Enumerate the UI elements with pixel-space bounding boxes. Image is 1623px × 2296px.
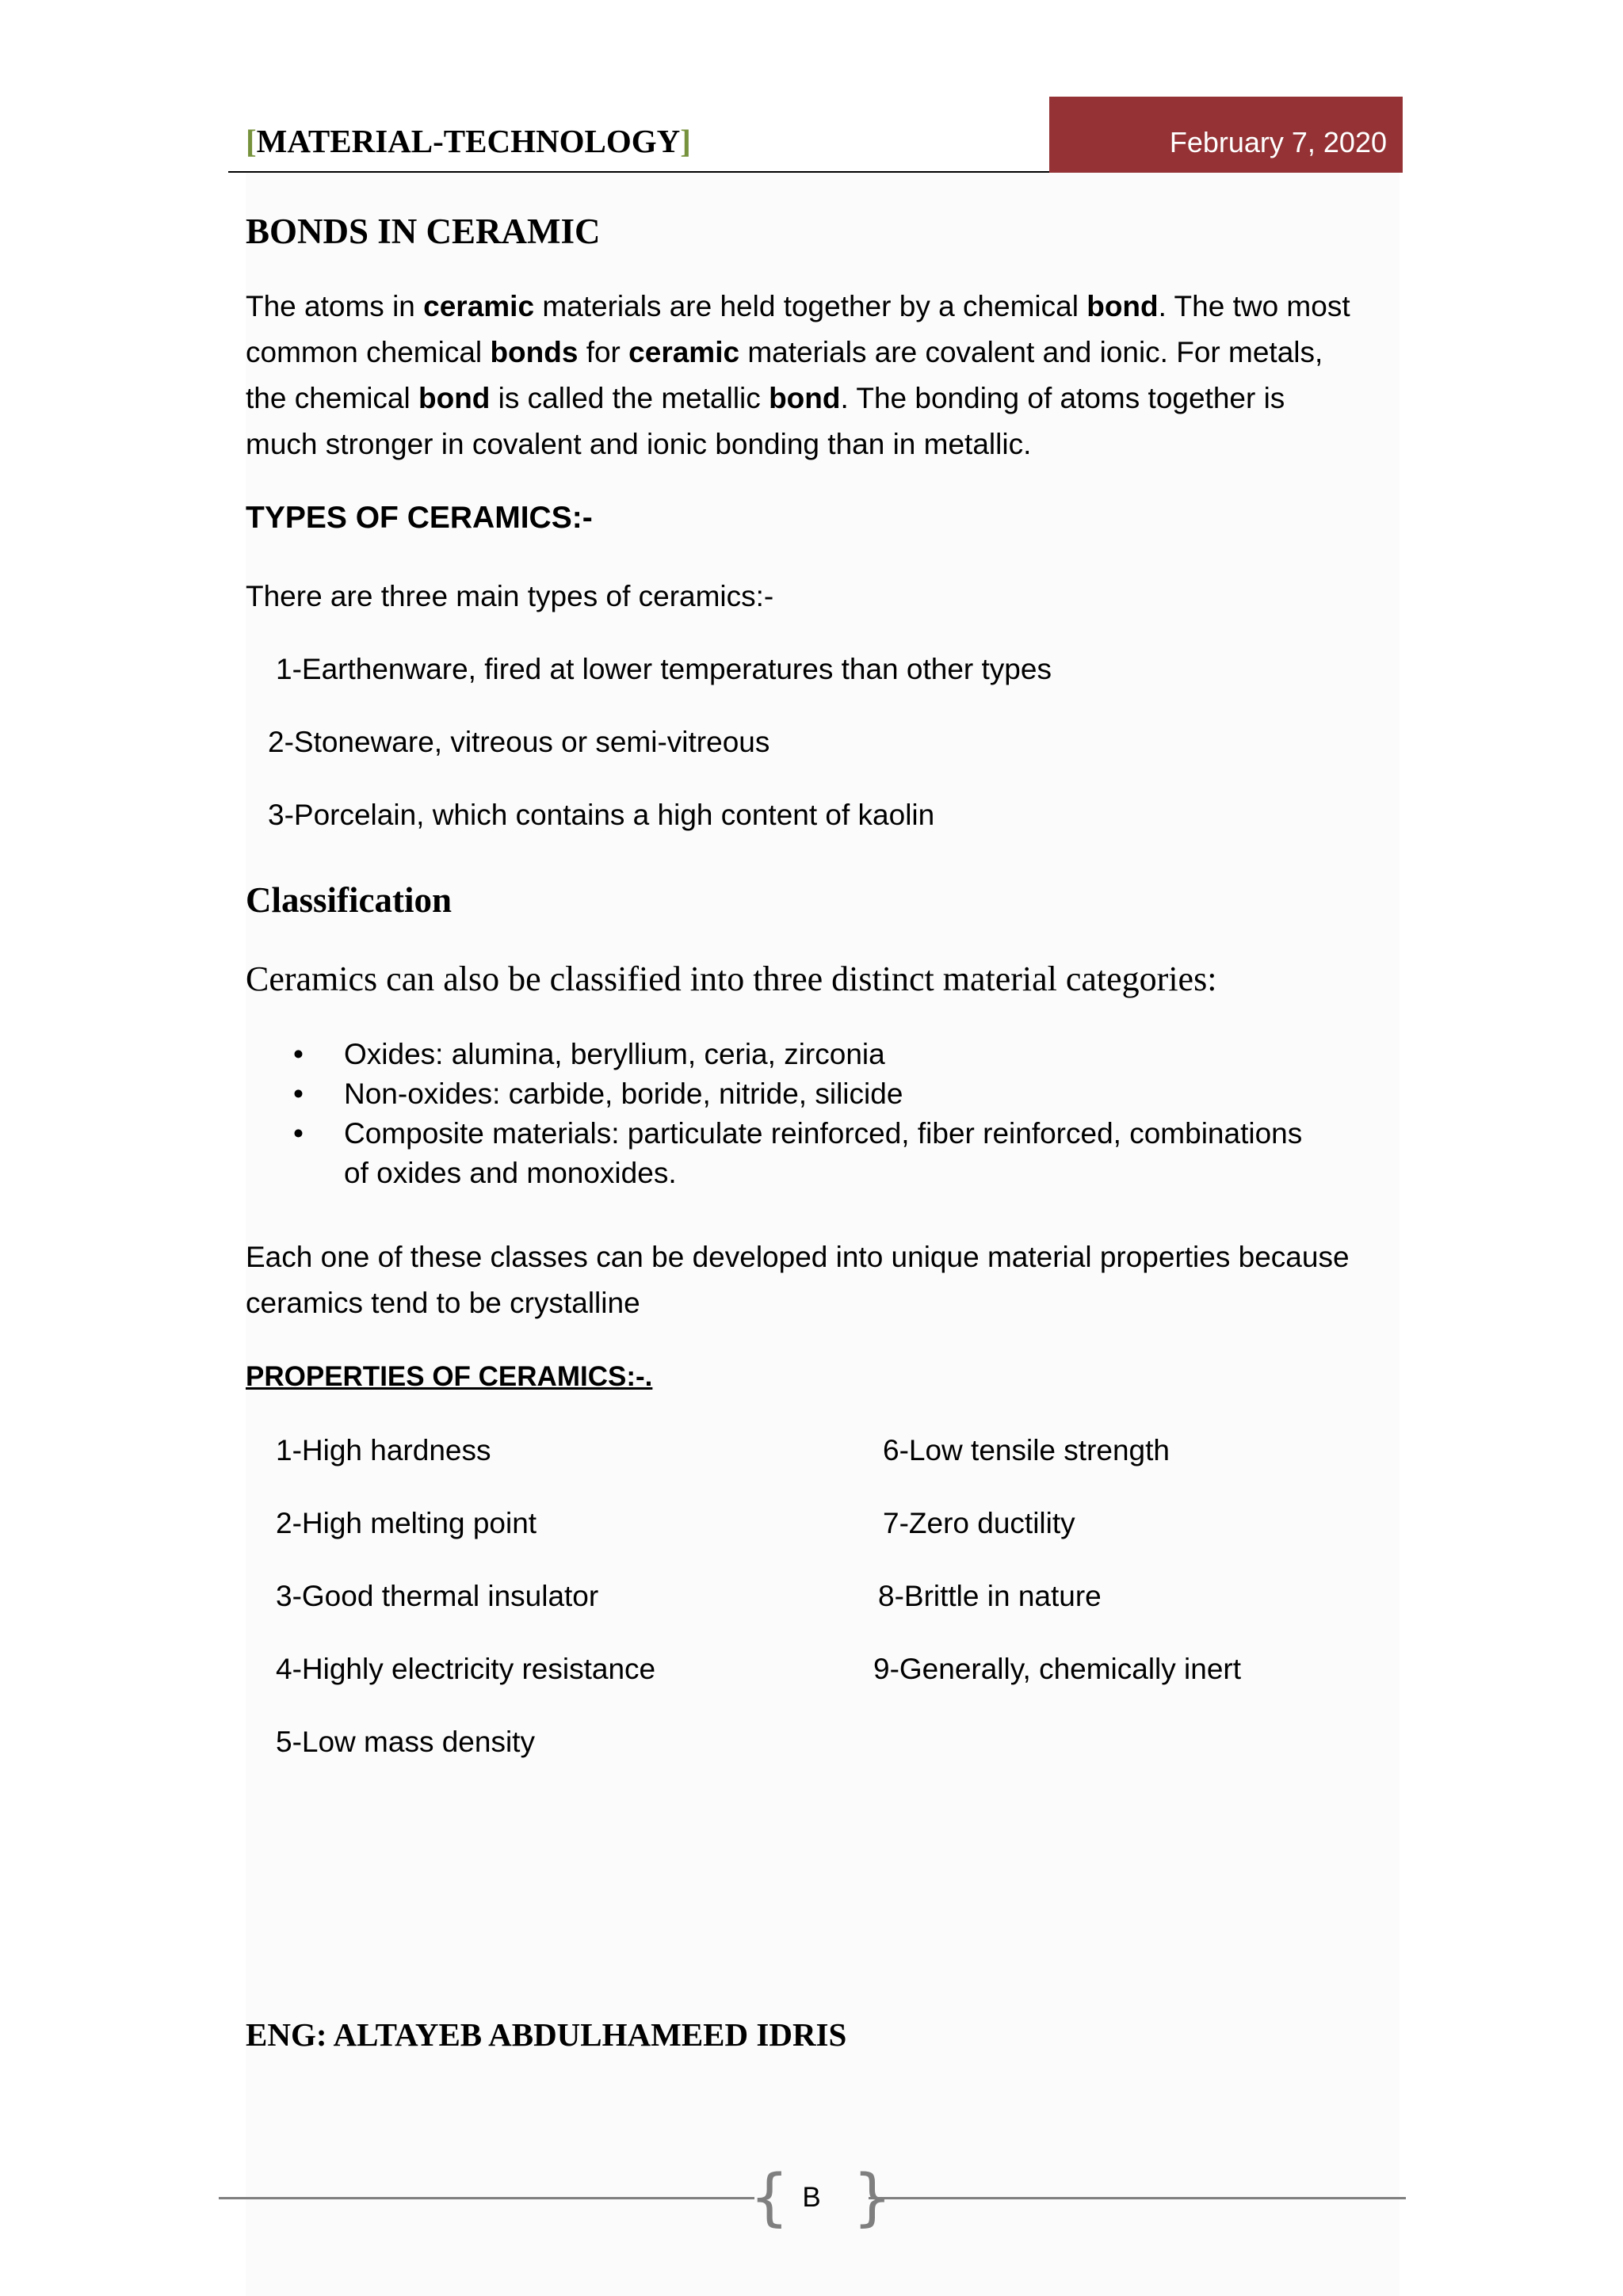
- bullet-icon: •: [293, 1117, 304, 1150]
- text-run: . The two most: [1158, 290, 1350, 322]
- list-item: [293, 1074, 1387, 1114]
- bold-term: bond: [769, 382, 841, 414]
- types-item-1: 1-Earthenware, fired at lower temperatures than other types: [276, 653, 1052, 685]
- page-number: B: [802, 2182, 821, 2213]
- header-title: [246, 119, 691, 163]
- bullet-icon: •: [293, 1077, 304, 1110]
- text-run: common chemical: [246, 336, 491, 368]
- list-item-text: Non-oxides: carbide, boride, nitride, silicide: [344, 1077, 903, 1110]
- property-item: 8-Brittle in nature: [878, 1580, 1102, 1612]
- text-run: materials are covalent and ionic. For metals,: [739, 336, 1323, 368]
- footer-rule-right: [869, 2197, 1406, 2199]
- property-item: 7-Zero ductility: [883, 1507, 1075, 1539]
- section-heading-properties: PROPERTIES OF CERAMICS:-.: [246, 1361, 653, 1392]
- section-heading-types: TYPES OF CERAMICS:-: [246, 501, 593, 535]
- text-run: The atoms in: [246, 290, 424, 322]
- text-run: for: [578, 336, 629, 368]
- bonds-paragraph-line: [246, 376, 1387, 421]
- property-item: 1-High hardness: [276, 1434, 491, 1466]
- classification-list: [293, 1035, 1387, 1193]
- header-date: February 7, 2020: [1169, 126, 1387, 158]
- types-intro: There are three main types of ceramics:-: [246, 580, 774, 612]
- bonds-paragraph-line: [246, 421, 1387, 467]
- header-date-box: [1049, 97, 1403, 173]
- bold-term: bond: [1086, 290, 1159, 322]
- footer-author: ENG: ALTAYEB ABDULHAMEED IDRIS: [246, 2016, 847, 2053]
- list-item-text: Oxides: alumina, beryllium, ceria, zirconia: [344, 1038, 885, 1070]
- classification-closing-line-2: ceramics tend to be crystalline: [246, 1287, 640, 1319]
- list-item: [293, 1114, 1387, 1193]
- property-item: 6-Low tensile strength: [883, 1434, 1170, 1466]
- types-item-2: 2-Stoneware, vitreous or semi-vitreous: [268, 726, 770, 758]
- bold-term: bonds: [490, 336, 579, 368]
- header-title-text: MATERIAL-TECHNOLOGY: [256, 123, 681, 159]
- bold-term: ceramic: [628, 336, 740, 368]
- section-heading-classification: Classification: [246, 880, 453, 920]
- text-run: much stronger in covalent and ionic bonding than in metallic.: [246, 428, 1032, 460]
- property-item: 9-Generally, chemically inert: [873, 1653, 1242, 1685]
- footer-brace-open: {: [750, 2162, 789, 2233]
- types-item-3: 3-Porcelain, which contains a high content of kaolin: [268, 799, 935, 831]
- footer-brace-close: }: [853, 2162, 892, 2233]
- property-item: 5-Low mass density: [276, 1726, 535, 1758]
- classification-intro: Ceramics can also be classified into three distinct material categories:: [246, 959, 1217, 998]
- bullet-icon: •: [293, 1038, 304, 1070]
- page-background: [246, 171, 1400, 2296]
- header-bracket-open: [: [246, 123, 257, 159]
- property-item: 4-Highly electricity resistance: [276, 1653, 656, 1685]
- text-run: is called the metallic: [490, 382, 769, 414]
- text-run: materials are held together by a chemical: [534, 290, 1087, 322]
- header-bracket-close: ]: [680, 123, 691, 159]
- bonds-paragraph: [246, 284, 1387, 467]
- bonds-paragraph-line: [246, 330, 1387, 376]
- text-run: the chemical: [246, 382, 418, 414]
- header-divider: [228, 171, 1049, 173]
- bonds-paragraph-line: [246, 284, 1387, 330]
- footer-rule-left: [219, 2197, 754, 2199]
- list-item-text: Composite materials: particulate reinforced, fiber reinforced, combinations: [344, 1117, 1303, 1150]
- section-heading-bonds: BONDS IN CERAMIC: [246, 212, 601, 251]
- property-item: 2-High melting point: [276, 1507, 537, 1539]
- text-run: . The bonding of atoms together is: [840, 382, 1285, 414]
- classification-closing-line-1: Each one of these classes can be developed into unique material properties because: [246, 1241, 1350, 1273]
- list-item: [293, 1035, 1387, 1074]
- property-item: 3-Good thermal insulator: [276, 1580, 599, 1612]
- bold-term: bond: [418, 382, 491, 414]
- list-item-text: of oxides and monoxides.: [344, 1157, 677, 1189]
- bold-term: ceramic: [423, 290, 535, 322]
